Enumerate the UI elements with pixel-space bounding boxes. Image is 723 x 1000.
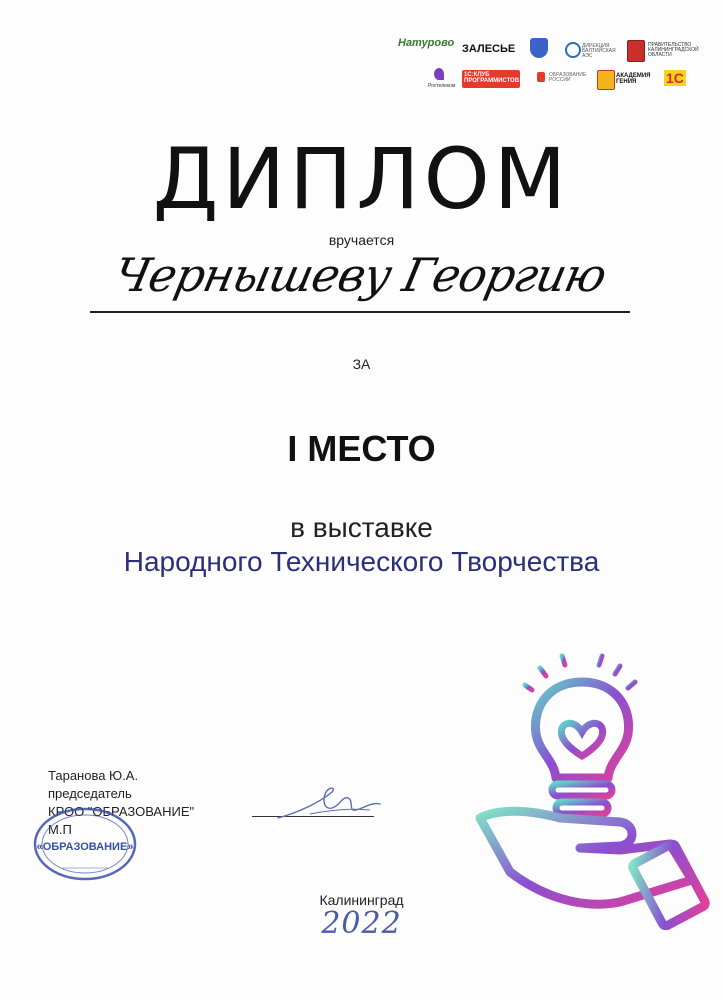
city-label: Калининград: [319, 892, 404, 908]
logo-direktsiya: ДИРЕКЦИЯ БАЛТИЙСКАЯ АЭС: [582, 43, 616, 59]
logo-akademiya: АКАДЕМИЯ ГЕНИЯ: [616, 73, 651, 85]
awarded-label: вручается: [328, 232, 395, 248]
signer-organization: КРОО "ОБРАЗОВАНИЕ": [48, 804, 195, 819]
lightbulb-hand-illustration: [470, 640, 710, 930]
svg-text:«ОБРАЗОВАНИЕ»: «ОБРАЗОВАНИЕ»: [36, 841, 134, 853]
organization-stamp: [32, 806, 138, 882]
place-award: I МЕСТО: [287, 428, 436, 469]
logo-obrazovanie-rossii: ОБРАЗОВАНИЕ РОССИИ: [549, 72, 587, 83]
recipient-underline: [90, 311, 630, 313]
recipient-name: Чернышеву Георгию: [109, 248, 611, 302]
logo-rostelecom-icon: [434, 68, 444, 80]
year-label: 2022: [321, 906, 402, 941]
logo-pravitelstvo: ПРАВИТЕЛЬСТВО КАЛИНИНГРАДСКОЙ ОБЛАСТИ: [648, 42, 699, 58]
logo-1c: 1С: [666, 70, 684, 86]
logo-1c-club: 1С:КЛУБ ПРОГРАММИСТОВ: [464, 72, 520, 84]
for-label: ЗА: [352, 356, 371, 372]
handwritten-signature: [270, 784, 390, 824]
event-line-2: Народного Технического Творчества: [123, 546, 600, 577]
logo-zalesye: ЗАЛЕСЬЕ: [462, 43, 516, 55]
logo-atom-icon: [565, 42, 581, 58]
logo-naturovo: Натурово: [398, 37, 455, 49]
logo-kaliningrad-coat-icon: [627, 40, 645, 62]
lightbulb-heart-icon: [525, 652, 635, 814]
logo-akademiya-icon: [597, 70, 615, 90]
seal-label: М.П: [48, 822, 72, 837]
logo-emblem-icon: [530, 38, 548, 58]
signer-position: председатель: [48, 786, 132, 801]
logo-rostelecom: Ростелеком: [428, 83, 456, 89]
event-line-1: в выставке: [290, 512, 433, 543]
logo-obrazovanie-icon: [537, 72, 545, 82]
signer-name: Таранова Ю.А.: [48, 768, 139, 783]
diploma-title: ДИПЛОМ: [152, 130, 571, 228]
sponsor-logos: [0, 0, 723, 100]
